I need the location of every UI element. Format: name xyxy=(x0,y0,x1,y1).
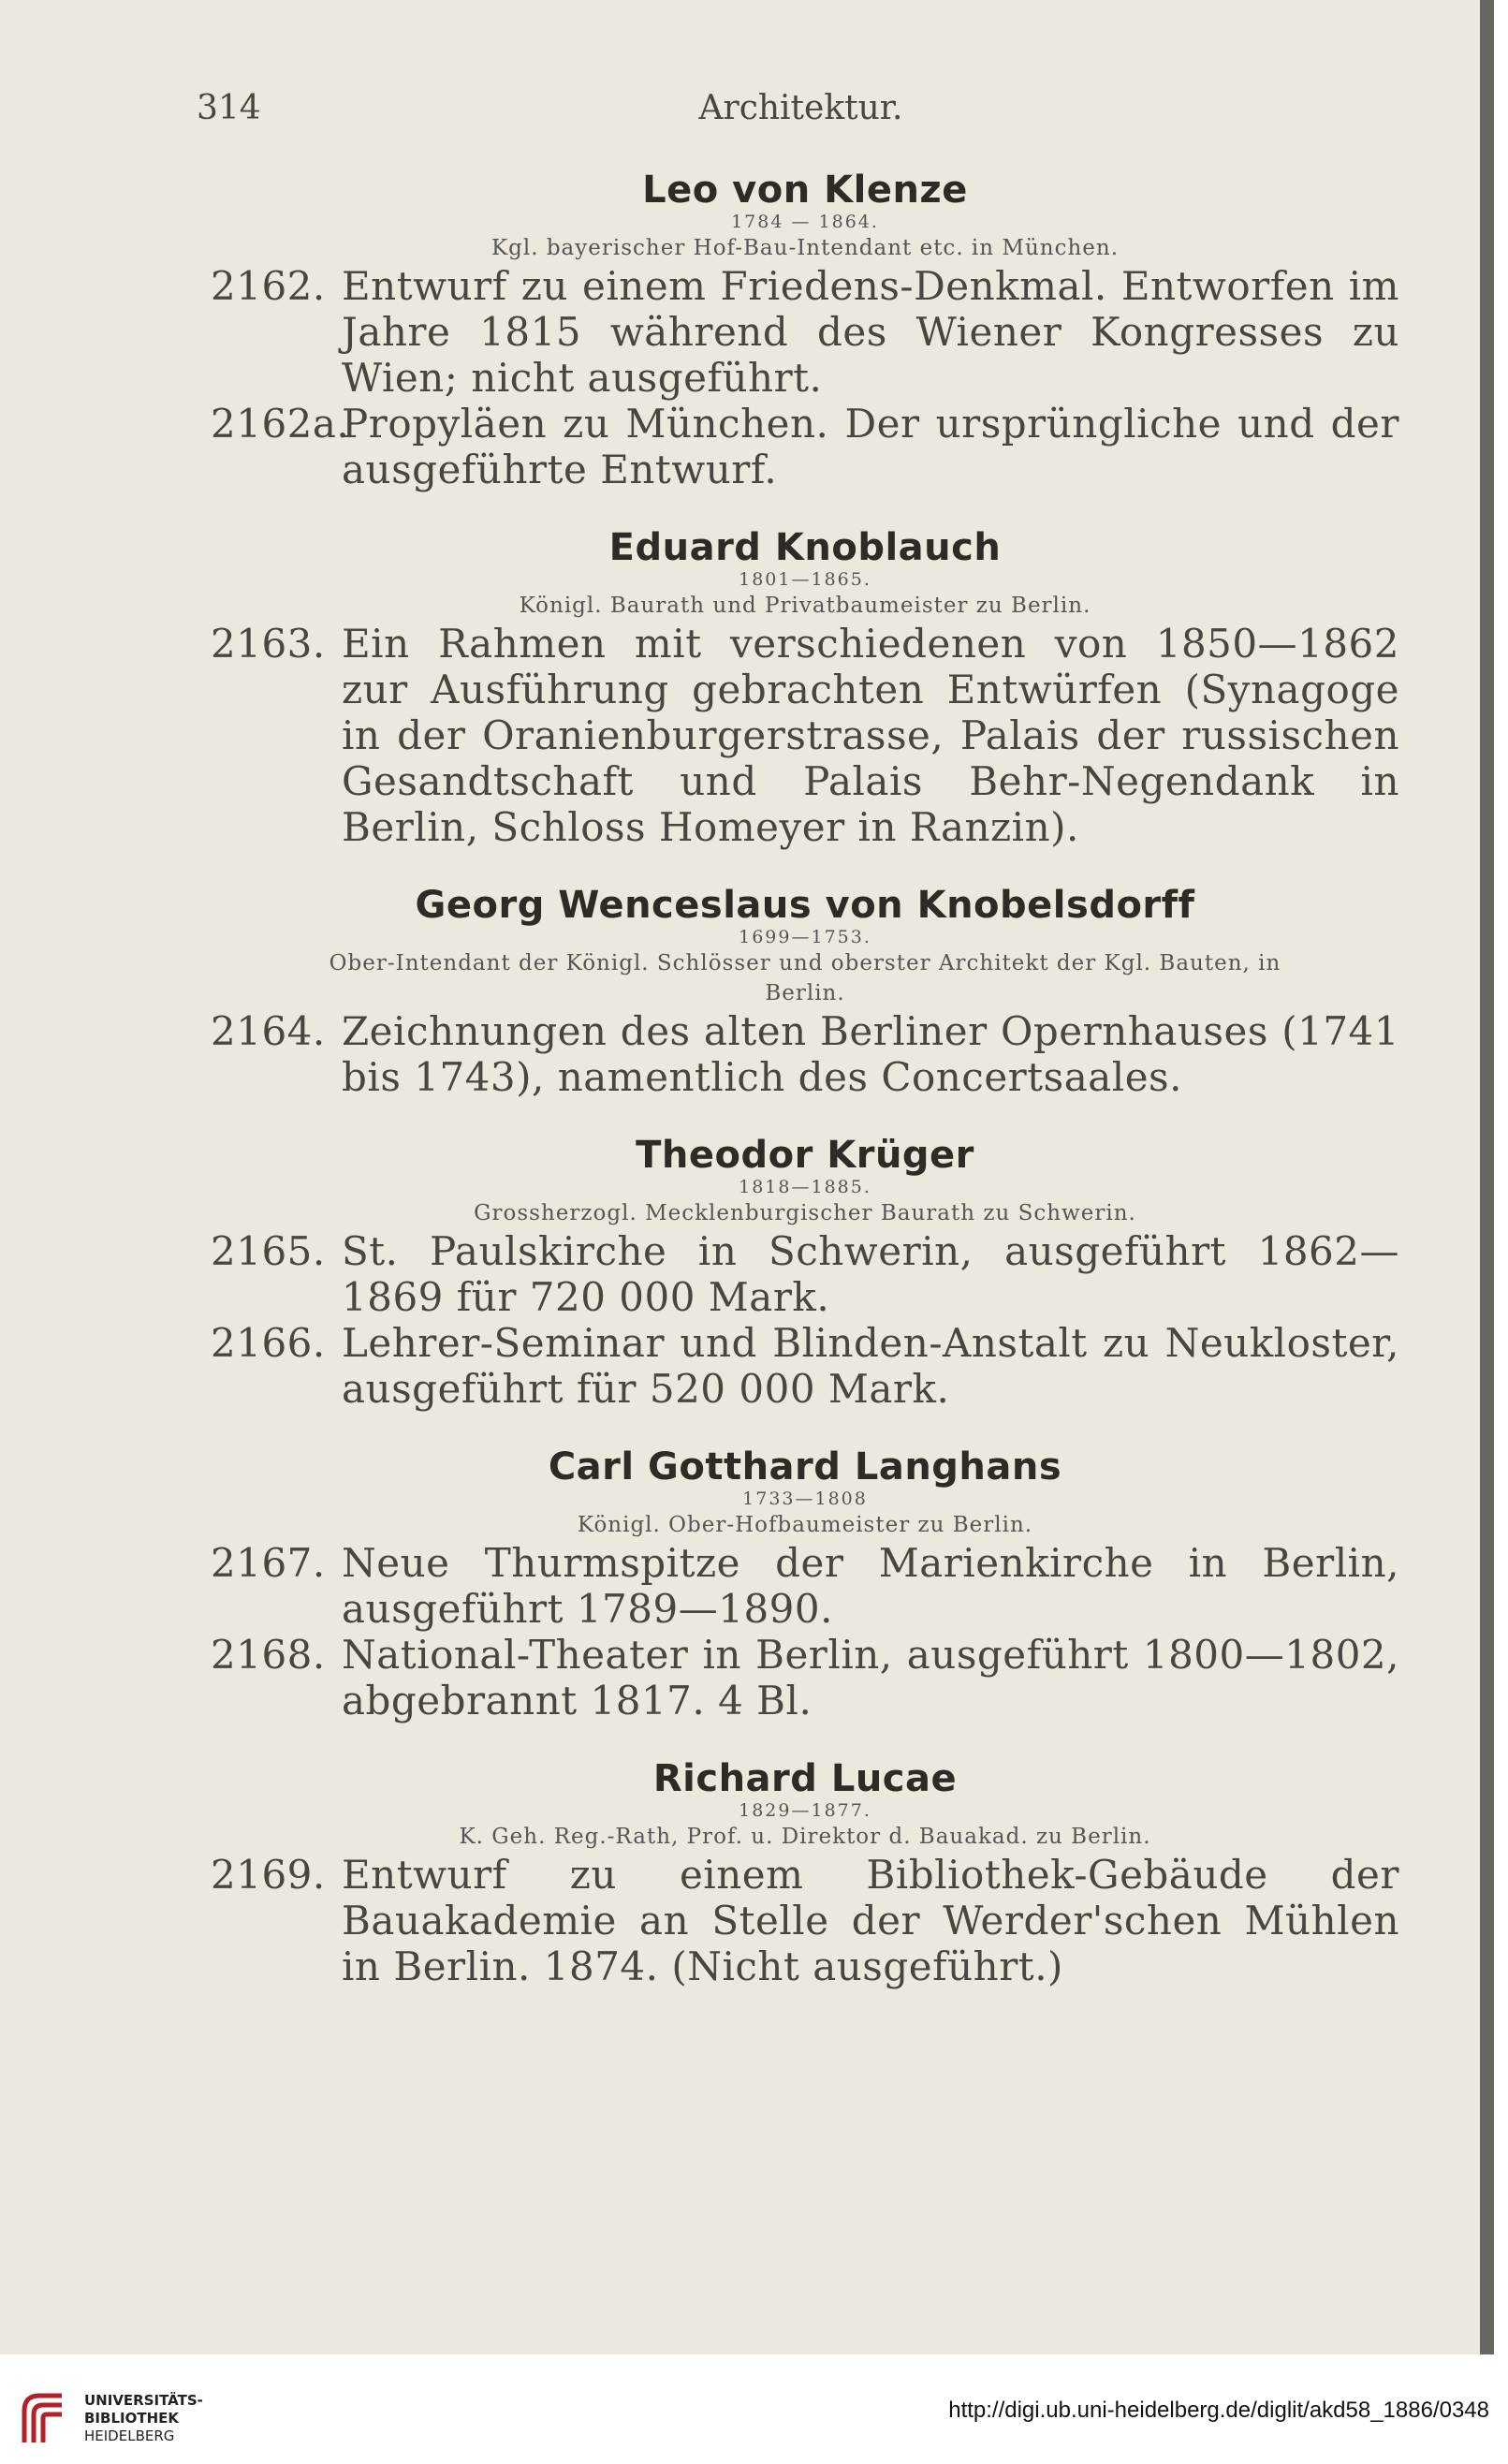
entry-text: Entwurf zu einem Friedens-Denkmal. Entworfen im Jahre 1815 während des Wiener Kongresses zu Wien; nicht ausgeführt. xyxy=(342,262,1399,401)
author-title: Königl. Ober-Hofbaumeister zu Berlin. xyxy=(577,1512,1033,1537)
author-name: Leo von Klenze xyxy=(642,169,968,212)
catalog-content xyxy=(211,169,1399,2023)
library-name-line: BIBLIOTHEK xyxy=(84,2410,179,2427)
author-name: Carl Gotthard Langhans xyxy=(548,1445,1062,1489)
author-dates: 1829—1877. xyxy=(739,1800,871,1822)
author-dates: 1801—1865. xyxy=(739,568,871,590)
author-dates: 1784 — 1864. xyxy=(731,212,879,232)
author-section xyxy=(211,526,1399,850)
entry-text: Lehrer-Seminar und Blinden-Anstalt zu Neukloster, ausgeführt für 520 000 Mark. xyxy=(342,1320,1399,1413)
author-dates: 1818—1885. xyxy=(739,1177,871,1198)
author-title: K. Geh. Reg.-Rath, Prof. u. Direktor d. Bauakad. zu Berlin. xyxy=(459,1824,1151,1849)
author-title: Grossherzogl. Mecklenburgischer Baurath zu Schwerin. xyxy=(474,1200,1136,1225)
page-header xyxy=(0,89,1494,136)
author-title: Kgl. bayerischer Hof-Bau-Intendant etc. in München. xyxy=(490,235,1120,260)
library-name-line: UNIVERSITÄTS- xyxy=(84,2392,203,2409)
running-title: Architektur. xyxy=(698,89,903,127)
author-title: Ober-Intendant der Königl. Schlösser und oberster Architekt der Kgl. Bauten, in Berlin. xyxy=(329,950,1281,1005)
author-dates: 1733—1808 xyxy=(742,1489,868,1510)
author-section xyxy=(211,1134,1399,1412)
catalog-entry xyxy=(211,1540,1399,1632)
catalog-entry xyxy=(211,621,1399,850)
library-name xyxy=(84,2392,203,2445)
author-title: Königl. Baurath und Privatbaumeister zu Berlin. xyxy=(519,593,1091,618)
catalog-entry xyxy=(211,1320,1399,1412)
library-logo-icon xyxy=(17,2390,68,2446)
author-name: Georg Wenceslaus von Knobelsdorff xyxy=(415,883,1195,927)
entry-text: Propyläen zu München. Der ursprüngliche und der ausgeführte Entwurf. xyxy=(342,400,1399,492)
entry-number: 2162. xyxy=(211,262,326,309)
page-edge-shadow xyxy=(1480,0,1494,2354)
catalog-entry xyxy=(211,1852,1399,1989)
entry-text: Neue Thurmspitze der Marienkirche in Berlin, ausgeführt 1789—1890. xyxy=(342,1540,1399,1633)
entry-number: 2169. xyxy=(211,1852,326,1899)
entry-number: 2162a. xyxy=(211,400,350,447)
entry-text: Zeichnungen des alten Berliner Opernhauses (1741 bis 1743), namentlich des Concertsaales. xyxy=(342,1008,1399,1101)
entry-number: 2166. xyxy=(211,1320,326,1367)
author-name: Theodor Krüger xyxy=(636,1134,974,1178)
catalog-entry xyxy=(211,1008,1399,1100)
entry-text: Entwurf zu einem Bibliothek-Gebäude der Bauakademie an Stelle der Werder'schen Mühlen in Berlin. 1874. (Nicht ausgeführt.) xyxy=(342,1852,1399,1990)
author-name: Richard Lucae xyxy=(652,1757,958,1801)
entry-text: Ein Rahmen mit verschiedenen von 1850—1862 zur Ausführung gebrachten Entwürfen (Synagoge in der Oranienburgerstrasse, Palais der russischen Gesandtschaft und Palais Behr-Negendank in Berlin, Schloss Homeyer in Ranzin). xyxy=(342,620,1399,850)
author-section xyxy=(211,884,1399,1100)
entry-number: 2165. xyxy=(211,1228,326,1275)
entry-number: 2167. xyxy=(211,1540,326,1587)
digitization-footer xyxy=(0,2354,1508,2464)
author-section xyxy=(211,1757,1399,1989)
library-name-line: HEIDELBERG xyxy=(84,2427,175,2444)
author-name: Eduard Knoblauch xyxy=(608,525,1002,569)
source-url-link[interactable]: http://digi.ub.uni-heidelberg.de/diglit/akd58_1886/0348 xyxy=(948,2398,1489,2423)
catalog-entry xyxy=(211,1632,1399,1723)
catalog-entry xyxy=(211,401,1399,492)
author-dates: 1699—1753. xyxy=(739,926,871,947)
page-number: 314 xyxy=(197,89,261,127)
catalog-entry xyxy=(211,1228,1399,1320)
entry-text: St. Paulskirche in Schwerin, ausgeführt 1862—1869 für 720 000 Mark. xyxy=(342,1228,1399,1321)
entry-number: 2163. xyxy=(211,620,326,667)
entry-text: National-Theater in Berlin, ausgeführt 1800—1802, abgebrannt 1817. 4 Bl. xyxy=(342,1632,1399,1724)
entry-number: 2168. xyxy=(211,1632,326,1679)
author-section xyxy=(211,1445,1399,1723)
author-section xyxy=(211,169,1399,492)
catalog-entry xyxy=(211,263,1399,401)
entry-number: 2164. xyxy=(211,1008,326,1055)
